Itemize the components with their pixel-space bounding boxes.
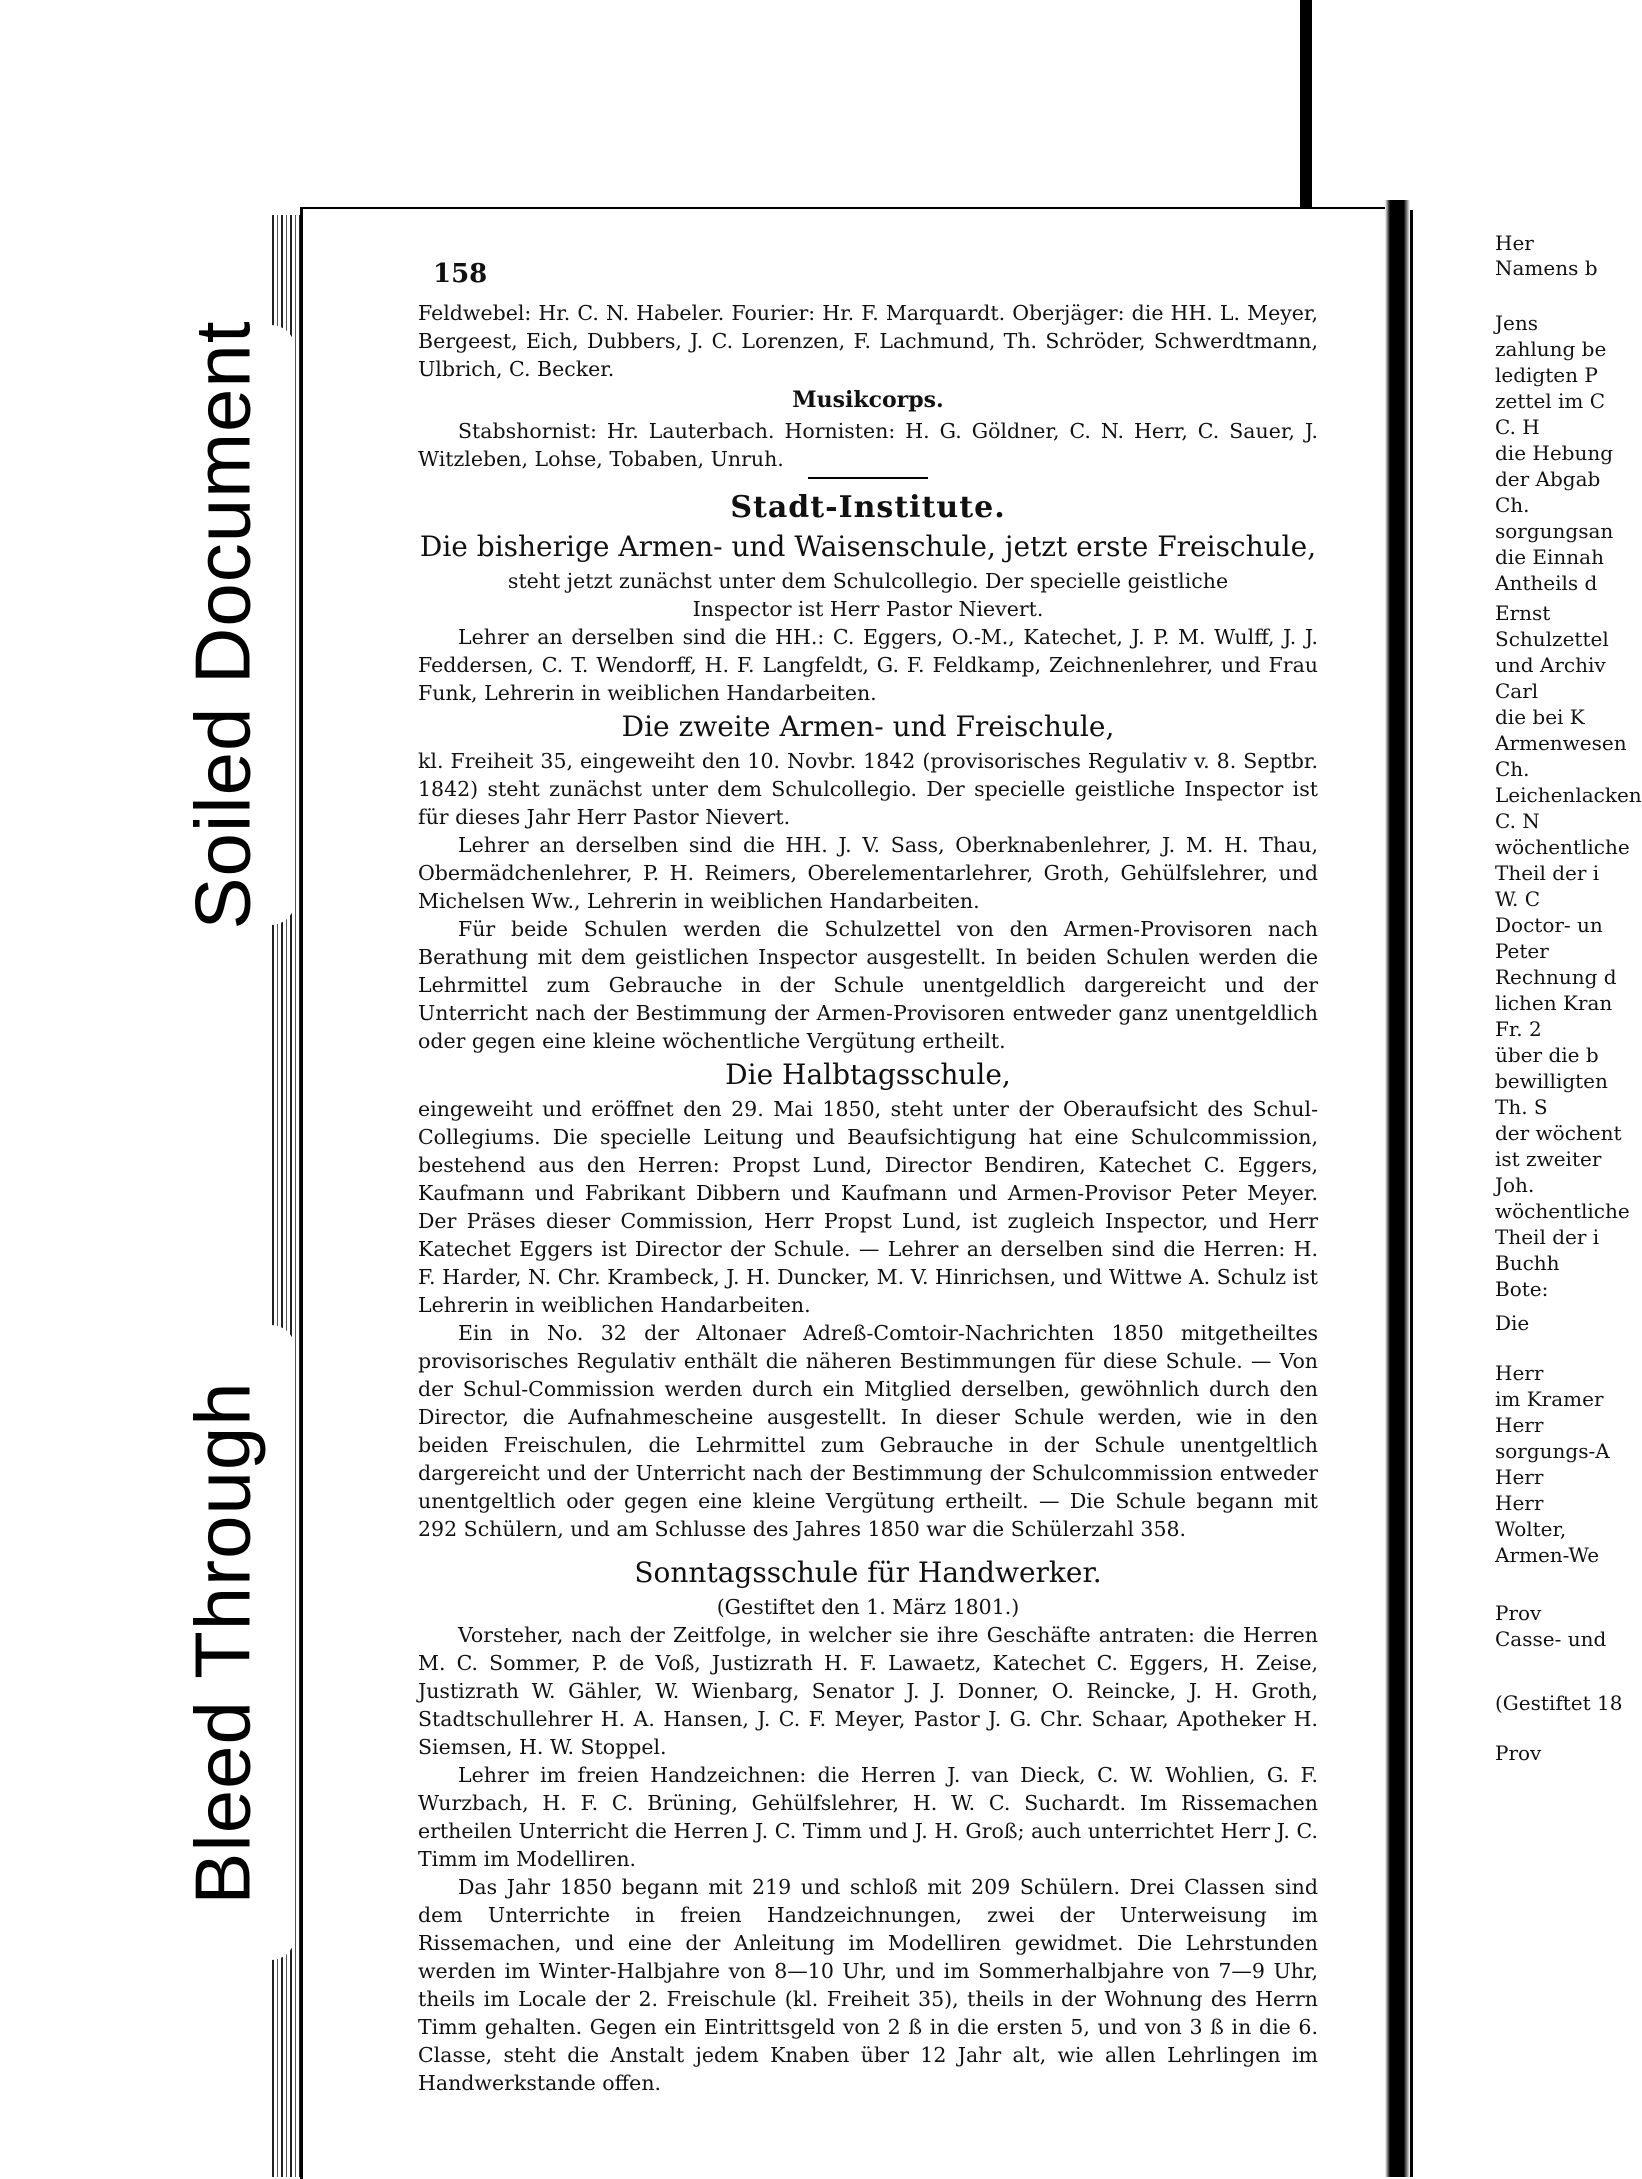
right-page-line: die bei K: [1495, 705, 1585, 729]
right-page-line: Theil der i: [1495, 861, 1600, 885]
page-text: [418, 299, 1318, 2097]
right-page-line: Jens: [1495, 311, 1538, 335]
right-page-line: Th. S: [1495, 1095, 1548, 1119]
right-page-line: Prov: [1495, 1601, 1542, 1625]
right-page-line: Wolter,: [1495, 1517, 1567, 1541]
section-title: Stadt-Institute.: [730, 490, 1006, 525]
overlay-label-soiled: [150, 320, 295, 930]
right-page-line: die Hebung: [1495, 441, 1614, 465]
right-page-line: Carl: [1495, 679, 1539, 703]
right-page-line: (Gestiftet 18: [1495, 1691, 1623, 1715]
book-gutter: [1385, 200, 1410, 2177]
right-page-line: Theil der i: [1495, 1225, 1600, 1249]
right-page-line: W. C: [1495, 887, 1541, 911]
section-heading: Die bisherige Armen- und Waisenschule, jetzt erste Freischule,: [419, 530, 1317, 563]
section-heading: Die zweite Armen- und Freischule,: [621, 710, 1115, 743]
right-page-line: im Kramer: [1495, 1387, 1604, 1411]
scan-border: [1300, 0, 1312, 210]
right-page-line: wöchentliche: [1495, 1199, 1630, 1223]
right-page-line: über die b: [1495, 1043, 1599, 1067]
right-page-line: ledigten P: [1495, 363, 1598, 387]
right-page-line: Casse- und: [1495, 1627, 1607, 1651]
right-page-line: ist zweiter: [1495, 1147, 1602, 1171]
right-page-line: Ch.: [1495, 493, 1530, 517]
paragraph: Für beide Schulen werden die Schulzettel von den Armen-Provisoren nach Berathung mit dem geistlichen Inspector ausgestellt. In beiden Schulen werden die Lehrmittel zum Gebrauche in der Schule unentgeldlich dargereicht und der Unterricht nach der Bestimmung der Armen-Provisoren entweder ganz unentgeldlich oder gegen eine kleine wöchentliche Vergütung ertheilt.: [418, 917, 1318, 1053]
right-page-line: Herr: [1495, 1361, 1544, 1385]
section-heading: Sonntagsschule für Handwerker.: [634, 1556, 1102, 1589]
right-page-line: Her: [1495, 231, 1534, 255]
paragraph: kl. Freiheit 35, eingeweiht den 10. Novbr. 1842 (provisorisches Regulativ v. 8. Septbr. 1842) steht zunächst unter dem Schulcollegio. Der specielle geistliche Inspector ist für dieses Jahr Herr Pastor Nievert.: [418, 749, 1318, 829]
right-page-line: Bote:: [1495, 1277, 1549, 1301]
paragraph: Vorsteher, nach der Zeitfolge, in welcher sie ihre Geschäfte antraten: die Herren M. C. Sommer, P. de Voß, Justizrath H. F. Lawaetz, Katechet C. Eggers, H. Zeise, Justizrath W. Gähler, W. Wienbarg, Senator J. J. Donner, O. Reincke, J. H. Groth, Stadtschullehrer H. A. Hansen, J. C. F. Meyer, Pastor J. G. Chr. Schaar, Apotheker H. Siemsen, H. W. Stoppel.: [418, 1623, 1318, 1759]
paragraph: Lehrer an derselben sind die HH. J. V. Sass, Oberknabenlehrer, J. M. H. Thau, Obermädchenlehrer, P. H. Reimers, Oberelementarlehrer, Groth, Gehülfslehrer, und Michelsen Ww., Lehrerin in weiblichen Handarbeiten.: [418, 833, 1318, 913]
paragraph: Das Jahr 1850 begann mit 219 und schloß mit 209 Schülern. Drei Classen sind dem Unterrichte in freien Handzeichnungen, zwei der Unterweisung im Rissemachen, und eine der Anleitung im Modelliren gewidmet. Die Lehrstunden werden im Winter-Halbjahre von 8—10 Uhr, und im Sommerhalbjahre von 7—9 Uhr, theils im Locale der 2. Freischule (kl. Freiheit 35), theils in der Wohnung des Herrn Timm gehalten. Gegen ein Eintrittsgeld von 2 ß in die ersten 5, und von 3 ß in die 6. Classe, steht die Anstalt jedem Knaben über 12 Jahr alt, wie allen Lehrlingen im Handwerkstande offen.: [418, 1875, 1318, 2095]
right-page-line: Die: [1495, 1311, 1530, 1335]
overlay-label-text: Bleed Through: [178, 1380, 266, 1905]
right-page-line: Armen-We: [1495, 1543, 1600, 1567]
paragraph: steht jetzt zunächst unter dem Schulcollegio. Der specielle geistliche Inspector ist Herr Pastor Nievert.: [507, 569, 1229, 621]
left-page: [300, 207, 1388, 2179]
right-page-line: Ernst: [1495, 601, 1551, 625]
paragraph: Lehrer im freien Handzeichnen: die Herren J. van Dieck, C. W. Wohlien, G. F. Wurzbach, H. F. C. Brüning, Gehülfslehrer, H. W. C. Suchardt. Im Rissemachen ertheilen Unterricht die Herren J. C. Timm und J. H. Groß; auch unterrichtet Herr J. C. Timm im Modelliren.: [418, 1763, 1318, 1871]
right-page-line: Herr: [1495, 1465, 1544, 1489]
right-page-line: die Einnah: [1495, 545, 1604, 569]
paragraph: Stabshornist: Hr. Lauterbach. Hornisten: H. G. Göldner, C. N. Herr, C. Sauer, J. Witzleben, Lohse, Tobaben, Unruh.: [418, 419, 1318, 471]
section-heading: Die Halbtagsschule,: [725, 1058, 1011, 1091]
right-page-line: Namens b: [1495, 256, 1598, 280]
paragraph: Lehrer an derselben sind die HH.: C. Eggers, O.-M., Katechet, J. P. M. Wulff, J. J. Feddersen, C. T. Wendorff, H. F. Langfeldt, G. F. Feldkamp, Zeichnenlehrer, und Frau Funk, Lehrerin in weiblichen Handarbeiten.: [418, 625, 1318, 705]
paragraph: Feldwebel: Hr. C. N. Habeler. Fourier: Hr. F. Marquardt. Oberjäger: die HH. L. Meyer, Bergeest, Eich, Dubbers, J. C. Lorenzen, F. Lachmund, Th. Schröder, Schwerdtmann, Ulbrich, C. Becker.: [418, 301, 1318, 381]
subheading: (Gestiftet den 1. März 1801.): [716, 1595, 1020, 1619]
right-page-line: Antheils d: [1495, 571, 1598, 595]
right-page-line: Leichenlacken: [1495, 783, 1642, 807]
right-page-line: lichen Kran: [1495, 991, 1613, 1015]
scan-border: [1312, 0, 1600, 10]
right-page-line: Doctor- un: [1495, 913, 1603, 937]
right-page-line: Ch.: [1495, 757, 1530, 781]
overlay-label-bleed: [150, 1325, 295, 1960]
paragraph: Ein in No. 32 der Altonaer Adreß-Comtoir-Nachrichten 1850 mitgetheiltes provisorisches Regulativ enthält die näheren Bestimmungen für diese Schule. — Von der Schul-Commission werden durch ein Mitglied derselben, gewöhnlich durch den Director, die Aufnahmescheine ausgestellt. In dieser Schule werden, wie in den beiden Freischulen, die Lehrmittel zum Gebrauche in der Schule unentgeltlich dargereicht und der Unterricht nach der Bestimmung der Schulcommission entweder unentgeltlich oder gegen eine kleine Vergütung ertheilt. — Die Schule begann mit 292 Schülern, und am Schlusse des Jahres 1850 war die Schülerzahl 358.: [418, 1321, 1318, 1541]
right-page-line: zahlung be: [1495, 337, 1607, 361]
right-page-line: Joh.: [1495, 1173, 1535, 1197]
section-heading: Musikcorps.: [792, 387, 944, 413]
right-page-line: der Abgab: [1495, 467, 1601, 491]
right-page-line: Prov: [1495, 1741, 1542, 1765]
right-page-line: bewilligten: [1495, 1069, 1608, 1093]
right-page-line: und Archiv: [1495, 653, 1606, 677]
paragraph: eingeweiht und eröffnet den 29. Mai 1850, steht unter der Oberaufsicht des Schul-Collegiums. Die specielle Leitung und Beaufsichtigung hat eine Schulcommission, bestehend aus den Herren: Propst Lund, Director Bendiren, Katechet C. Eggers, Kaufmann und Fabrikant Dibbern und Kaufmann und Armen-Provisor Peter Meyer. Der Präses dieser Commission, Herr Propst Lund, ist zugleich Inspector, und Herr Katechet Eggers ist Director der Schule. — Lehrer an derselben sind die Herren: H. F. Harder, N. Chr. Krambeck, J. H. Duncker, M. V. Hinrichsen, und Wittwe A. Schulz ist Lehrerin in weiblichen Handarbeiten.: [418, 1097, 1318, 1317]
right-page-line: Schulzettel: [1495, 627, 1609, 651]
right-page-fragment: [1410, 210, 1642, 2177]
right-page-line: wöchentliche: [1495, 835, 1630, 859]
right-page-line: sorgungs-A: [1495, 1439, 1610, 1463]
right-page-line: Fr. 2: [1495, 1017, 1542, 1041]
right-page-line: zettel im C: [1495, 389, 1606, 413]
right-page-line: Herr: [1495, 1491, 1544, 1515]
overlay-label-text: Soiled Document: [178, 320, 266, 930]
right-page-line: Herr: [1495, 1413, 1544, 1437]
right-page-line: sorgungsan: [1495, 519, 1614, 543]
right-page-line: Buchh: [1495, 1251, 1560, 1275]
right-page-line: Armenwesen: [1495, 731, 1627, 755]
right-page-line: Peter: [1495, 939, 1549, 963]
right-page-line: C. N: [1495, 809, 1540, 833]
right-page-line: Rechnung d: [1495, 965, 1617, 989]
right-page-line: der wöchent: [1495, 1121, 1622, 1145]
right-page-line: C. H: [1495, 415, 1540, 439]
divider: [808, 477, 928, 479]
page-number: 158: [433, 259, 488, 289]
